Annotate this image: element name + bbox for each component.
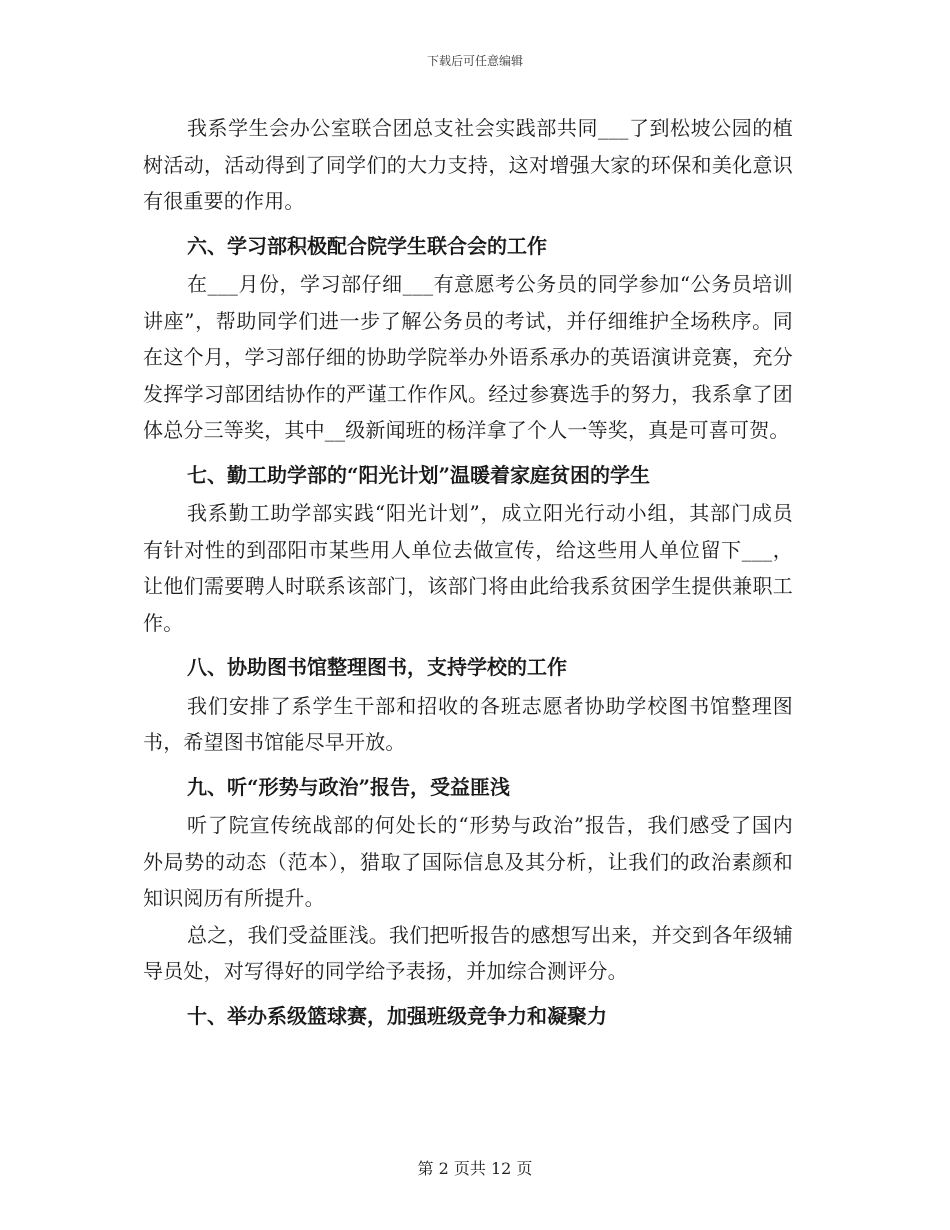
heading-section-7: 七、勤工助学部的“阳光计划”温暖着家庭贫困的学生 — [187, 462, 651, 487]
paragraph-tree-planting: 我系学生会办公室联合团总支社会实践部共同___了到松坡公园的植树活动，活动得到了同学们的大力支持，这对增强大家的环保和美化意识有很重要的作用。 — [143, 116, 793, 213]
page-header: 下载后可任意编辑 — [426, 54, 523, 68]
paragraph-report: 听了院宣传统战部的何处长的“形势与政治”报告，我们感受了国内外局势的动态（范本），猎取了国际信息及其分析，让我们的政治素颜和知识阅历有所提升。 — [143, 813, 793, 910]
paragraph-library: 我们安排了系学生干部和招收的各班志愿者协助学校图书馆整理图书，希望图书馆能尽早开放。 — [143, 693, 793, 754]
heading-section-6: 六、学习部积极配合院学生联合会的工作 — [187, 233, 547, 258]
heading-section-9: 九、听“形势与政治”报告，受益匪浅 — [187, 774, 511, 799]
heading-section-8: 八、协助图书馆整理图书，支持学校的工作 — [187, 655, 567, 679]
paragraph-summary: 总之，我们受益匪浅。我们把听报告的感想写出来，并交到各年级辅导员处，对写得好的同学给予表扬，并加综合测评分。 — [143, 922, 793, 983]
paragraph-study-department: 在___月份，学习部仔细___有意愿考公务员的同学参加“公务员培训讲座”，帮助同学们进一步了解公务员的考试，并仔细维护全场秩序。同在这个月，学习部仔细的协助学院举办外语系承办的英语演讲竞赛，充分发挥学习部团结协作的严谨工作作风。经过参赛选手的努力，我系拿了团体总分三等奖，其中__级新闻班的杨洋拿了个人一等奖，真是可喜可贺。 — [143, 272, 793, 442]
page-footer: 第 2 页共 12 页 — [417, 1159, 533, 1178]
document-body — [143, 110, 793, 1036]
heading-section-10: 十、举办系级篮球赛，加强班级竞争力和凝聚力 — [187, 1003, 607, 1028]
paragraph-sunshine-plan: 我系勤工助学部实践“阳光计划”，成立阳光行动小组，其部门成员有针对性的到邵阳市某些用人单位去做宣传，给这些用人单位留下___，让他们需要聘人时联系该部门，该部门将由此给我系贫困学生提供兼职工作。 — [143, 501, 793, 635]
